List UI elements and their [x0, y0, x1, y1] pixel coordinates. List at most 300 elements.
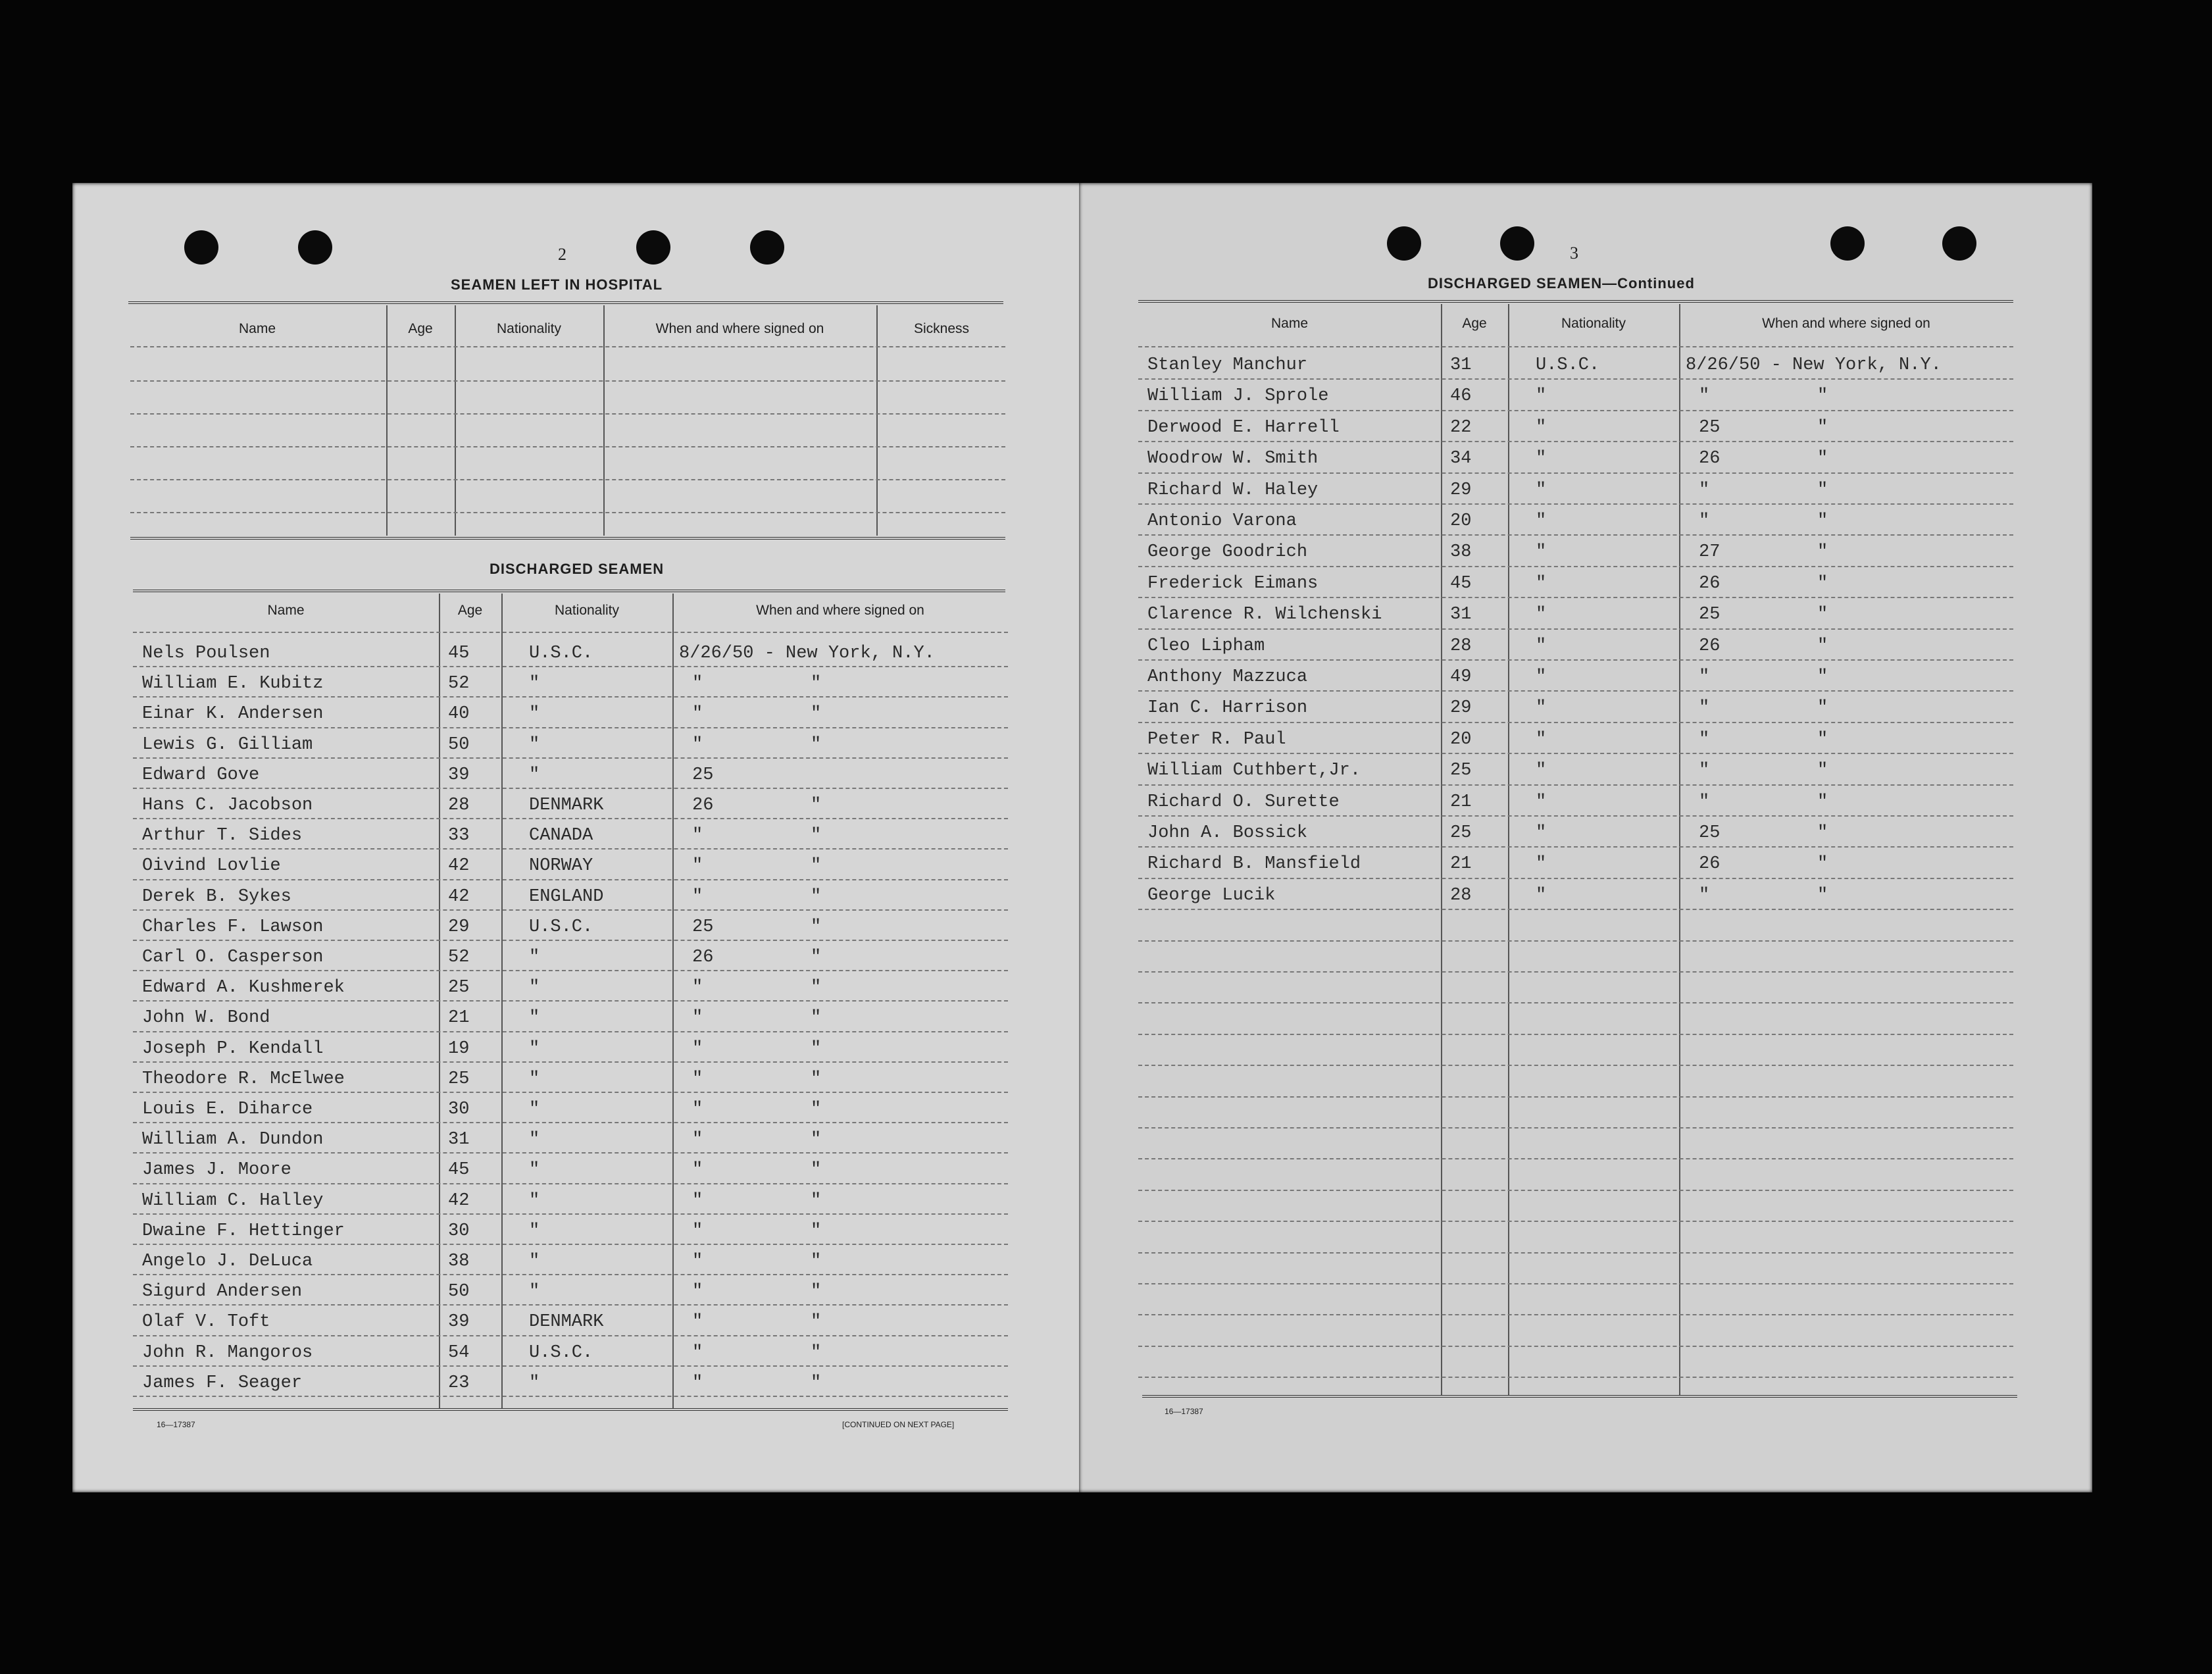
seaman-name: Olaf V. Toft — [142, 1312, 270, 1332]
signed-on-place: " — [811, 826, 822, 846]
signed-on-place: " — [811, 734, 822, 755]
signed-on-date: 25 — [1699, 823, 1721, 843]
table-header-1: Age — [457, 603, 483, 618]
seaman-age: 23 — [448, 1373, 470, 1393]
seaman-age: 45 — [448, 1160, 470, 1180]
signed-on-date: " — [1699, 667, 1710, 687]
table-row-line — [133, 1304, 1008, 1306]
signed-on-date: " — [692, 1008, 703, 1028]
hospital-column-divider — [603, 305, 605, 536]
form-number: 16—17387 — [157, 1420, 195, 1429]
signed-on-place: " — [811, 1342, 822, 1363]
page-number: 2 — [558, 245, 566, 264]
signed-on-place: " — [811, 1282, 822, 1302]
seaman-age: 28 — [1450, 885, 1472, 905]
hospital-header-2: Nationality — [496, 321, 562, 336]
table-header-1: Age — [1462, 316, 1487, 331]
table-row-line — [1138, 1221, 2013, 1222]
seaman-nationality: " — [529, 1100, 540, 1119]
seaman-nationality: U.S.C. — [529, 644, 593, 663]
discharged-section-title: DISCHARGED SEAMEN — [490, 561, 665, 577]
seaman-name: Nels Poulsen — [142, 644, 270, 663]
seaman-name: Edward Gove — [142, 765, 260, 785]
signed-on-date: " — [1699, 480, 1710, 500]
signed-on-date: " — [692, 826, 703, 846]
seaman-name: Derek B. Sykes — [142, 886, 291, 907]
seaman-name: Ian C. Harrison — [1147, 698, 1308, 719]
hospital-row-line — [130, 446, 1005, 447]
discharged-top-rule — [133, 590, 1005, 592]
table-row-line — [1138, 659, 2013, 661]
table-row-line — [133, 879, 1008, 880]
table-row-line — [1138, 1314, 2013, 1315]
signed-on-place: " — [1817, 573, 1828, 594]
table-row-line — [133, 909, 1008, 911]
table-row-line — [1138, 722, 2013, 723]
signed-on-date: " — [692, 1373, 703, 1393]
hospital-column-divider — [386, 305, 388, 536]
table-row-line — [1138, 1377, 2013, 1378]
seaman-name: Carl O. Casperson — [142, 948, 324, 967]
seaman-age: 29 — [448, 917, 470, 937]
signed-on-place: " — [1817, 636, 1828, 656]
table-row-line — [133, 1274, 1008, 1275]
seaman-age: 33 — [448, 826, 470, 846]
seaman-nationality: U.S.C. — [1536, 355, 1600, 375]
seaman-name: Angelo J. DeLuca — [142, 1252, 313, 1271]
seaman-nationality: " — [1536, 511, 1547, 531]
seaman-name: Richard O. Surette — [1147, 792, 1340, 812]
signed-on-place: " — [811, 1069, 822, 1089]
seaman-nationality: " — [1536, 417, 1547, 438]
seaman-age: 22 — [1450, 417, 1472, 438]
seaman-nationality: " — [529, 1190, 540, 1211]
seaman-name: William A. Dundon — [142, 1130, 324, 1150]
table-row-line — [1138, 472, 2013, 474]
signed-on-date: 26 — [1699, 854, 1721, 875]
seaman-nationality: " — [529, 1008, 540, 1028]
signed-on: 8/26/50 - New York, N.Y. — [679, 644, 935, 663]
signed-on-date: 25 — [1699, 605, 1721, 625]
table-column-divider — [1679, 304, 1680, 1395]
seaman-name: John R. Mangoros — [142, 1342, 313, 1363]
seaman-age: 42 — [448, 886, 470, 907]
hospital-header-1: Age — [408, 321, 433, 336]
seaman-age: 52 — [448, 674, 470, 694]
seaman-nationality: " — [1536, 792, 1547, 812]
table-row-line — [1138, 1002, 2013, 1003]
table-row-line — [1138, 784, 2013, 786]
table-row-line — [1138, 1034, 2013, 1035]
table-row-line — [1138, 410, 2013, 411]
table-row-line — [133, 1000, 1008, 1002]
seaman-nationality: " — [529, 765, 540, 785]
table-row-line — [133, 1152, 1008, 1154]
table-row-line — [1138, 815, 2013, 817]
right-page — [1079, 183, 2092, 1492]
table-row-line — [1138, 628, 2013, 630]
seaman-name: Stanley Manchur — [1147, 355, 1308, 375]
seaman-age: 50 — [448, 734, 470, 755]
hospital-top-rule — [128, 301, 1003, 304]
seaman-age: 21 — [448, 1008, 470, 1028]
seaman-age: 46 — [1450, 386, 1472, 407]
seaman-name: William C. Halley — [142, 1190, 324, 1211]
seaman-age: 52 — [448, 948, 470, 967]
seaman-age: 25 — [448, 978, 470, 998]
table-row-line — [1138, 1252, 2013, 1254]
table-row-line — [1138, 690, 2013, 692]
table-row-line — [133, 970, 1008, 971]
continued-note: [CONTINUED ON NEXT PAGE] — [842, 1420, 955, 1429]
seaman-age: 20 — [1450, 511, 1472, 531]
hospital-header-4: Sickness — [913, 321, 970, 336]
table-header-0: Name — [267, 603, 305, 618]
signed-on-place: " — [811, 1008, 822, 1028]
seaman-nationality: " — [1536, 854, 1547, 875]
hospital-row-line — [130, 346, 1005, 347]
seaman-name: Peter R. Paul — [1147, 729, 1286, 749]
seaman-age: 25 — [448, 1069, 470, 1089]
table-row-line — [1138, 1065, 2013, 1066]
header-underline — [133, 632, 1008, 633]
hospital-header-0: Name — [238, 321, 276, 336]
seaman-name: Richard W. Haley — [1147, 480, 1319, 500]
seaman-nationality: " — [529, 1038, 540, 1059]
seaman-name: Louis E. Diharce — [142, 1100, 313, 1119]
table-header-3: When and where signed on — [1762, 316, 1930, 331]
signed-on-place: " — [1817, 761, 1828, 781]
table-row-line — [1138, 1346, 2013, 1347]
seaman-nationality: " — [1536, 698, 1547, 719]
table-row-line — [1138, 940, 2013, 942]
hospital-bottom-rule — [130, 537, 1005, 540]
table-header-3: When and where signed on — [756, 603, 924, 618]
signed-on-date: " — [1699, 729, 1710, 749]
seaman-name: Edward A. Kushmerek — [142, 978, 345, 998]
punch-hole-icon — [1500, 226, 1534, 261]
seaman-name: Hans C. Jacobson — [142, 796, 313, 815]
seaman-age: 31 — [1450, 355, 1472, 375]
signed-on-date: " — [692, 978, 703, 998]
punch-hole-icon — [1942, 226, 1976, 261]
seaman-age: 31 — [448, 1130, 470, 1150]
seaman-nationality: U.S.C. — [529, 917, 593, 937]
page-number: 3 — [1570, 243, 1578, 263]
seaman-age: 45 — [1450, 573, 1472, 594]
seaman-name: John A. Bossick — [1147, 823, 1308, 843]
table-row-line — [133, 1031, 1008, 1032]
signed-on-date: " — [692, 1038, 703, 1059]
seaman-name: William J. Sprole — [1147, 386, 1329, 407]
seaman-name: James F. Seager — [142, 1373, 303, 1393]
table-row-line — [133, 727, 1008, 728]
signed-on-place: " — [811, 1312, 822, 1332]
seaman-age: 54 — [448, 1342, 470, 1363]
signed-on-date: 27 — [1699, 542, 1721, 563]
seaman-name: Arthur T. Sides — [142, 826, 303, 846]
signed-on-place: " — [1817, 698, 1828, 719]
signed-on-place: " — [811, 1221, 822, 1241]
hospital-row-line — [130, 512, 1005, 513]
seaman-nationality: DENMARK — [529, 796, 604, 815]
seaman-age: 28 — [1450, 636, 1472, 656]
table-row-line — [1138, 597, 2013, 598]
seaman-nationality: " — [1536, 573, 1547, 594]
seaman-nationality: CANADA — [529, 826, 593, 846]
signed-on-date: " — [692, 1069, 703, 1089]
seaman-name: Richard B. Mansfield — [1147, 854, 1361, 875]
seaman-name: Clarence R. Wilchenski — [1147, 605, 1382, 625]
signed-on-place: " — [811, 886, 822, 907]
seaman-nationality: " — [529, 948, 540, 967]
seaman-age: 42 — [448, 1190, 470, 1211]
hospital-section-title: SEAMEN LEFT IN HOSPITAL — [451, 276, 663, 293]
hospital-row-line — [130, 479, 1005, 480]
signed-on-place: " — [1817, 511, 1828, 531]
hospital-header-3: When and where signed on — [655, 321, 824, 336]
discharged-continued-title: DISCHARGED SEAMEN—Continued — [1428, 275, 1695, 292]
seaman-age: 45 — [448, 644, 470, 663]
punch-hole-icon — [1387, 226, 1421, 261]
signed-on-place: " — [811, 1038, 822, 1059]
seaman-age: 38 — [1450, 542, 1472, 563]
table-row-line — [133, 1244, 1008, 1245]
seaman-name: William E. Kubitz — [142, 674, 324, 694]
seaman-nationality: " — [529, 674, 540, 694]
signed-on-place: " — [1817, 417, 1828, 438]
signed-on-date: " — [692, 1282, 703, 1302]
table-row-line — [133, 1213, 1008, 1215]
hospital-row-line — [130, 413, 1005, 415]
signed-on-place: " — [811, 917, 822, 937]
table-row-line — [1138, 566, 2013, 567]
right-bottom-rule — [1142, 1395, 2017, 1398]
signed-on-date: 25 — [692, 765, 714, 785]
seaman-nationality: " — [529, 978, 540, 998]
seaman-age: 38 — [448, 1252, 470, 1271]
seaman-nationality: " — [1536, 605, 1547, 625]
seaman-nationality: DENMARK — [529, 1312, 604, 1332]
table-row-line — [133, 788, 1008, 789]
table-row-line — [133, 818, 1008, 819]
seaman-name: Woodrow W. Smith — [1147, 449, 1319, 469]
seaman-name: Lewis G. Gilliam — [142, 734, 313, 755]
signed-on-date: 26 — [1699, 573, 1721, 594]
signed-on-date: 26 — [692, 796, 714, 815]
table-row-line — [133, 940, 1008, 941]
signed-on-place: " — [1817, 729, 1828, 749]
seaman-age: 50 — [448, 1282, 470, 1302]
table-row-line — [133, 1396, 1008, 1397]
seaman-nationality: " — [529, 1130, 540, 1150]
seaman-name: Oivind Lovlie — [142, 856, 281, 876]
punch-hole-icon — [636, 230, 670, 265]
seaman-age: 28 — [448, 796, 470, 815]
seaman-nationality: " — [529, 1160, 540, 1180]
seaman-name: Dwaine F. Hettinger — [142, 1221, 345, 1241]
signed-on-place: " — [1817, 542, 1828, 563]
signed-on-date: " — [692, 1160, 703, 1180]
signed-on-date: 26 — [1699, 449, 1721, 469]
seaman-name: Charles F. Lawson — [142, 917, 324, 937]
seaman-age: 21 — [1450, 854, 1472, 875]
table-column-divider — [1441, 304, 1442, 1395]
hospital-row-line — [130, 380, 1005, 382]
table-row-line — [1138, 1158, 2013, 1159]
seaman-age: 40 — [448, 704, 470, 724]
signed-on-date: " — [692, 1252, 703, 1271]
seaman-nationality: U.S.C. — [529, 1342, 593, 1363]
signed-on-place: " — [1817, 667, 1828, 687]
seaman-name: George Lucik — [1147, 885, 1276, 905]
seaman-nationality: " — [529, 1221, 540, 1241]
table-row-line — [133, 1061, 1008, 1063]
seaman-age: 39 — [448, 765, 470, 785]
hospital-column-divider — [876, 305, 878, 536]
punch-hole-icon — [1830, 226, 1865, 261]
signed-on-place: " — [811, 1130, 822, 1150]
seaman-nationality: " — [1536, 667, 1547, 687]
signed-on-date: 25 — [1699, 417, 1721, 438]
seaman-nationality: " — [1536, 636, 1547, 656]
seaman-nationality: NORWAY — [529, 856, 593, 876]
seaman-name: John W. Bond — [142, 1008, 270, 1028]
seaman-nationality: " — [1536, 729, 1547, 749]
signed-on-place: " — [811, 796, 822, 815]
right-top-rule — [1138, 300, 2013, 303]
seaman-nationality: " — [529, 704, 540, 724]
seaman-nationality: " — [1536, 542, 1547, 563]
signed-on-date: " — [692, 856, 703, 876]
signed-on-place: " — [1817, 854, 1828, 875]
table-header-2: Nationality — [1561, 316, 1626, 331]
signed-on-date: " — [692, 1342, 703, 1363]
signed-on-place: " — [811, 1100, 822, 1119]
seaman-nationality: " — [529, 1282, 540, 1302]
seaman-name: George Goodrich — [1147, 542, 1308, 563]
header-underline — [1138, 346, 2013, 347]
signed-on-date: " — [692, 886, 703, 907]
signed-on-place: " — [811, 674, 822, 694]
table-row-line — [133, 757, 1008, 759]
seaman-age: 31 — [1450, 605, 1472, 625]
seaman-nationality: " — [1536, 885, 1547, 905]
signed-on-date: " — [1699, 511, 1710, 531]
seaman-name: Einar K. Andersen — [142, 704, 324, 724]
seaman-age: 29 — [1450, 480, 1472, 500]
seaman-nationality: ENGLAND — [529, 886, 604, 907]
signed-on-date: " — [692, 1190, 703, 1211]
seaman-name: Anthony Mazzuca — [1147, 667, 1308, 687]
punch-hole-icon — [184, 230, 218, 265]
seaman-name: James J. Moore — [142, 1160, 291, 1180]
table-row-line — [1138, 534, 2013, 536]
seaman-name: Antonio Varona — [1147, 511, 1297, 531]
signed-on-date: 26 — [1699, 636, 1721, 656]
signed-on-place: " — [1817, 480, 1828, 500]
signed-on-date: " — [692, 674, 703, 694]
table-row-line — [1138, 1127, 2013, 1129]
seaman-age: 19 — [448, 1038, 470, 1059]
seaman-nationality: " — [529, 1252, 540, 1271]
signed-on-date: " — [1699, 698, 1710, 719]
seaman-age: 42 — [448, 856, 470, 876]
seaman-nationality: " — [529, 734, 540, 755]
table-row-line — [1138, 441, 2013, 442]
left-page — [72, 183, 1086, 1492]
table-row-line — [1138, 753, 2013, 754]
signed-on-place: " — [811, 948, 822, 967]
seaman-name: Theodore R. McElwee — [142, 1069, 345, 1089]
seaman-name: William Cuthbert,Jr. — [1147, 761, 1361, 781]
signed-on-date: " — [692, 1221, 703, 1241]
signed-on-place: " — [1817, 823, 1828, 843]
seaman-name: Derwood E. Harrell — [1147, 417, 1340, 438]
seaman-name: Frederick Eimans — [1147, 573, 1319, 594]
signed-on-place: " — [811, 1190, 822, 1211]
signed-on-date: " — [692, 1100, 703, 1119]
seaman-nationality: " — [1536, 761, 1547, 781]
seaman-name: Sigurd Andersen — [142, 1282, 303, 1302]
seaman-nationality: " — [529, 1069, 540, 1089]
table-row-line — [133, 848, 1008, 850]
seaman-age: 34 — [1450, 449, 1472, 469]
signed-on-place: " — [1817, 605, 1828, 625]
table-row-line — [133, 696, 1008, 698]
hospital-column-divider — [455, 305, 456, 536]
signed-on-date: 26 — [692, 948, 714, 967]
seaman-age: 21 — [1450, 792, 1472, 812]
signed-on-place: " — [1817, 792, 1828, 812]
seaman-nationality: " — [529, 1373, 540, 1393]
signed-on-date: " — [692, 1312, 703, 1332]
discharged-bottom-rule — [133, 1408, 1008, 1411]
seaman-nationality: " — [1536, 449, 1547, 469]
table-row-line — [1138, 971, 2013, 973]
seaman-age: 39 — [448, 1312, 470, 1332]
seaman-nationality: " — [1536, 480, 1547, 500]
signed-on-date: 25 — [692, 917, 714, 937]
signed-on: 8/26/50 - New York, N.Y. — [1686, 355, 1942, 375]
signed-on-date: " — [1699, 761, 1710, 781]
seaman-age: 49 — [1450, 667, 1472, 687]
table-row-line — [133, 666, 1008, 667]
signed-on-date: " — [1699, 885, 1710, 905]
seaman-nationality: " — [1536, 386, 1547, 407]
signed-on-place: " — [811, 1160, 822, 1180]
seaman-name: Joseph P. Kendall — [142, 1038, 324, 1059]
table-row-line — [133, 1092, 1008, 1093]
seaman-age: 20 — [1450, 729, 1472, 749]
signed-on-date: " — [1699, 792, 1710, 812]
seaman-name: Cleo Lipham — [1147, 636, 1265, 656]
punch-hole-icon — [298, 230, 332, 265]
seaman-age: 30 — [448, 1221, 470, 1241]
table-row-line — [133, 1122, 1008, 1123]
signed-on-date: " — [692, 1130, 703, 1150]
table-row-line — [133, 1365, 1008, 1367]
signed-on-date: " — [692, 734, 703, 755]
table-header-2: Nationality — [554, 603, 620, 618]
punch-hole-icon — [750, 230, 784, 265]
signed-on-place: " — [1817, 449, 1828, 469]
signed-on-place: " — [1817, 386, 1828, 407]
signed-on-place: " — [811, 704, 822, 724]
signed-on-place: " — [811, 1252, 822, 1271]
signed-on-place: " — [811, 856, 822, 876]
table-header-0: Name — [1270, 316, 1309, 331]
